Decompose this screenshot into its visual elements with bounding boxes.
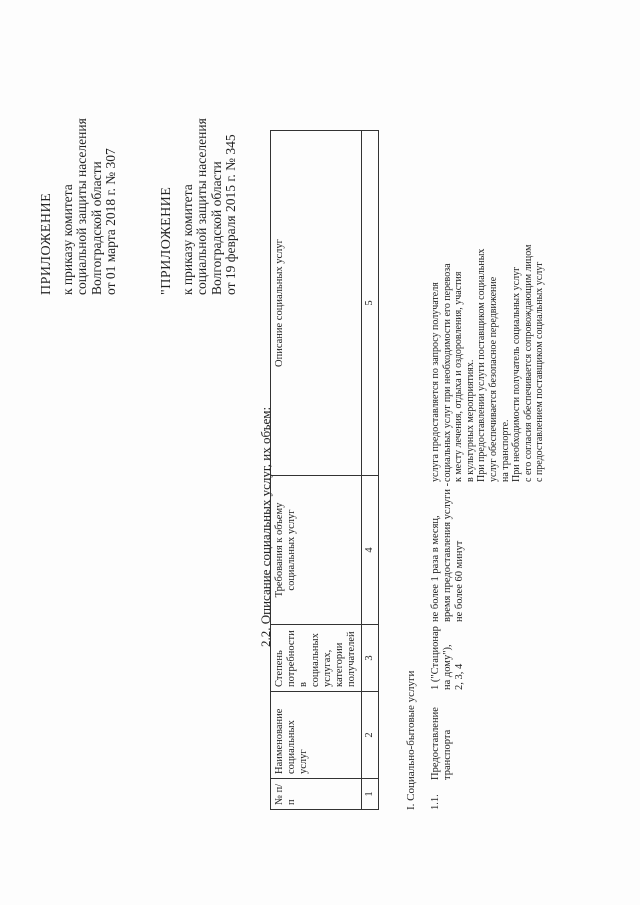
column-number: 2 — [362, 692, 379, 779]
header-line: Волгоградской области — [208, 161, 224, 295]
header-line: Волгоградской области — [88, 161, 104, 295]
header-line: к приказу комитета — [179, 184, 195, 295]
name-line: Предоставление — [430, 707, 441, 780]
need-line: 1 ("Стационар — [430, 626, 441, 690]
column-number-row — [362, 131, 379, 810]
desc-line: к месту лечения, отдыха и оздоровления, участия — [453, 271, 465, 482]
row-service-name — [430, 690, 454, 780]
desc-line: на транспорте. — [499, 419, 511, 482]
desc-line: социальных услуг при необходимости его перевоза — [441, 263, 453, 482]
table-header-row — [271, 131, 362, 810]
appendix-header-amended — [160, 5, 239, 295]
header-line: социальной защиты населения — [194, 118, 209, 295]
column-number: 3 — [362, 625, 379, 692]
row-number-text: 1.1. — [430, 794, 441, 810]
appendix-title: ПРИЛОЖЕНИЕ — [39, 192, 54, 295]
services-table — [270, 130, 379, 810]
header-cell-description: Описание социальных услуг — [271, 131, 362, 476]
need-line: на дому"), — [442, 644, 453, 690]
header-cell-num: № п/п — [271, 779, 362, 810]
header-cell-name: Наименование социальных услуг — [271, 692, 362, 779]
appendix-title-quoted: "ПРИЛОЖЕНИЕ — [159, 186, 174, 295]
need-line: 2, 3, 4 — [454, 663, 465, 690]
row-number — [430, 780, 442, 810]
header-line: от 01 марта 2018 г. № 307 — [103, 148, 118, 295]
column-number: 4 — [362, 476, 379, 625]
column-number: 1 — [362, 779, 379, 810]
name-line: транспорта — [442, 729, 453, 780]
desc-line: с предоставлением поставщиком социальных услуг — [534, 261, 546, 482]
desc-line: При предоставлении услуги поставщиком социальных — [476, 248, 488, 482]
row-description — [430, 122, 546, 482]
desc-line: в культурных мероприятиях. — [464, 359, 476, 482]
row-need-category — [430, 622, 466, 690]
subsection-title: I. Социально-бытовые услуги — [405, 670, 417, 810]
column-number: 5 — [362, 131, 379, 476]
header-cell-need: Степень потребности в социальных услугах, категории получателей — [271, 625, 362, 692]
desc-line: При необходимости получатель социальных услуг — [511, 266, 523, 482]
desc-line: услуг обеспечивается безопасное передвижение — [487, 276, 499, 482]
req-line: время предоставления услуги - — [442, 482, 453, 622]
header-line: социальной защиты населения — [74, 118, 89, 295]
desc-line: услуга предоставляется по запросу получателя — [430, 282, 441, 482]
header-line: к приказу комитета — [59, 184, 75, 295]
header-line: от 19 февраля 2015 г. № 345 — [223, 134, 238, 295]
req-line: не более 1 раза в месяц, — [430, 515, 441, 622]
appendix-header-current — [40, 5, 119, 295]
section-title: 2.2. Описание социальных услуг, их объем: — [258, 406, 273, 647]
row-requirements — [430, 482, 466, 622]
header-cell-requirements: Требования к объему социальных услуг — [271, 476, 362, 625]
desc-line: с его согласия обеспечивается сопровождающим лицом — [522, 244, 534, 482]
req-line: не более 60 минут — [454, 540, 465, 622]
